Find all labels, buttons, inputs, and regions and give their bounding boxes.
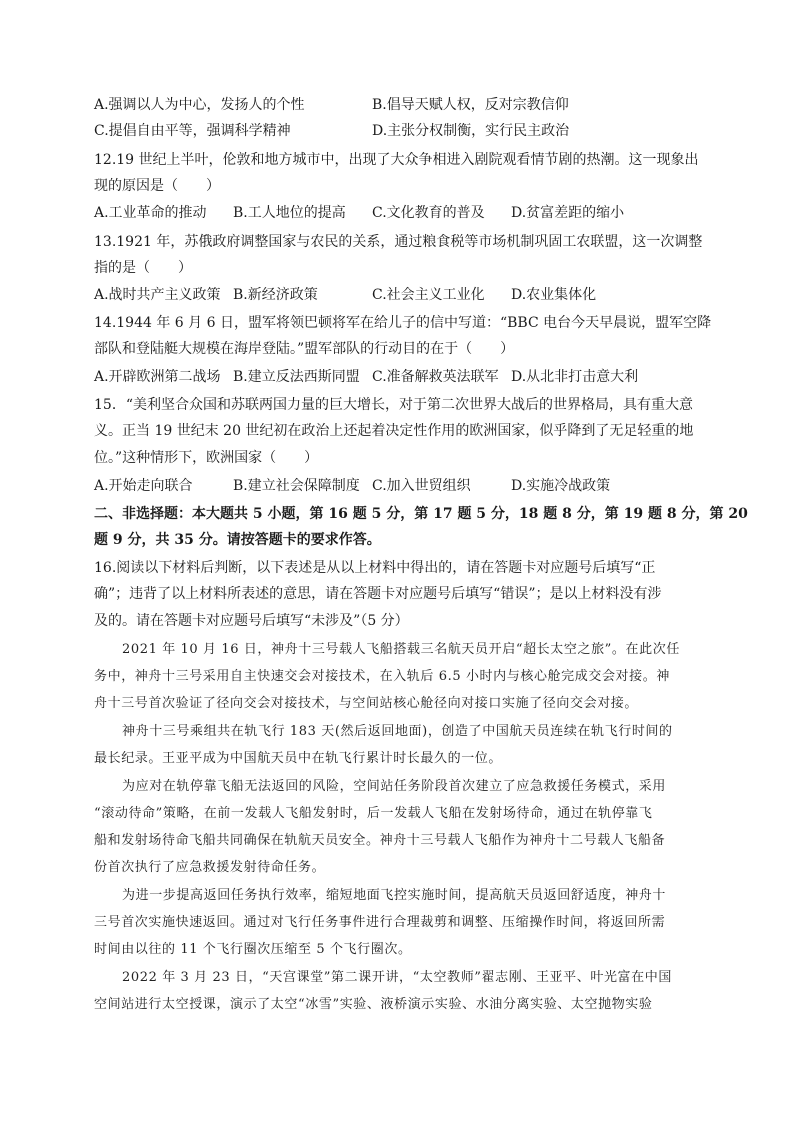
material-p5-line2: 空间站进行太空授课，演示了太空“冰雪”实验、液桥演示实验、水油分离实验、太空抛物实验 — [94, 997, 653, 1012]
q14-option-d: D.从北非打击意大利 — [511, 369, 639, 385]
q12-stem-line1: 12.19 世纪上半叶，伦敦和地方城市中，出现了大众争相进入剧院观看情节剧的热潮。这一现象出 — [94, 152, 699, 168]
q16-instruction-line3: 及的。请在答题卡对应题号后填写“未涉及”（5 分） — [94, 613, 409, 629]
q16-instruction-line2: 确”；违背了以上材料所表述的意思，请在答题卡对应题号后填写“错误”；是以上材料没有涉 — [94, 586, 662, 602]
material-p3-line4: 份首次执行了应急救援发射待命任务。 — [94, 860, 326, 875]
material-p3-line3: 船和发射场待命飞船共同确保在轨航天员安全。神舟十三号载人飞船作为神舟十二号载人飞船备 — [94, 833, 666, 848]
q13-option-b: B.新经济政策 — [233, 287, 318, 303]
material-p5-line1: 2022 年 3 月 23 日，“天宫课堂”第二课开讲，“太空教师”翟志刚、王亚平、叶光富在中国 — [122, 970, 672, 985]
q11-option-d: D.主张分权制衡，实行民主政治 — [372, 123, 570, 139]
q11-option-a: A.强调以人为中心，发扬人的个性 — [94, 97, 305, 113]
material-p2-line1: 神舟十三号乘组共在轨飞行 183 天(然后返回地面)，创造了中国航天员连续在轨飞行时间的 — [122, 724, 673, 739]
q16-instruction-line1: 16.阅读以下材料后判断，以下表述是从以上材料中得出的，请在答题卡对应题号后填写“正 — [94, 560, 656, 576]
q13-option-c: C.社会主义工业化 — [372, 287, 485, 303]
q15-option-b: B.建立社会保障制度 — [233, 478, 360, 494]
q15-stem-line3: 位。”这种情形下，欧洲国家（ ） — [94, 450, 319, 466]
section2-heading-line1: 二、非选择题：本大题共 5 小题，第 16 题 5 分，第 17 题 5 分，18 题 8 分，第 19 题 8 分，第 20 — [94, 506, 748, 522]
material-p3-line2: “滚动待命”策略，在前一发载人飞船发射时，后一发载人飞船在发射场待命，通过在轨停靠飞 — [94, 806, 653, 821]
q15-stem-line2: 义。正当 19 世纪末 20 世纪初在政治上还起着决定性作用的欧洲国家，似乎降到了无足轻重的地 — [94, 423, 694, 439]
material-p3-line1: 为应对在轨停靠飞船无法返回的风险，空间站任务阶段首次建立了应急救援任务模式，采用 — [122, 779, 667, 794]
q15-option-a: A.开始走向联合 — [94, 478, 193, 494]
q14-stem-line2: 部队和登陆艇大规模在海岸登陆。”盟军部队的行动目的在于（ ） — [94, 341, 515, 357]
q13-stem-line1: 13.1921 年，苏俄政府调整国家与农民的关系，通过粮食税等市场机制巩固工农联盟，这一次调整 — [94, 234, 703, 250]
q14-option-a: A.开辟欧洲第二战场 — [94, 369, 221, 385]
q14-option-b: B.建立反法西斯同盟 — [233, 369, 360, 385]
q15-stem-line1: 15．“美利坚合众国和苏联两国力量的巨大增长，对于第二次世界大战后的世界格局，具有重大意 — [94, 397, 693, 413]
q15-option-d: D.实施冷战政策 — [511, 478, 611, 494]
q11-option-c: C.提倡自由平等，强调科学精神 — [94, 123, 291, 139]
q12-option-d: D.贫富差距的缩小 — [511, 205, 625, 221]
q12-option-a: A.工业革命的推动 — [94, 205, 207, 221]
material-p4-line3: 时间由以往的 11 个飞行圈次压缩至 5 个飞行圈次。 — [94, 942, 412, 957]
q11-option-b: B.倡导天赋人权，反对宗教信仰 — [372, 97, 569, 113]
q15-option-c: C.加入世贸组织 — [372, 478, 471, 494]
q12-option-b: B.工人地位的提高 — [233, 205, 346, 221]
section2-heading-line2: 题 9 分，共 35 分。请按答题卡的要求作答。 — [94, 532, 381, 548]
material-p1-line2: 务中，神舟十三号采用自主快速交会对接技术，在入轨后 6.5 小时内与核心舱完成交会对接。神 — [94, 669, 670, 684]
q12-option-c: C.文化教育的普及 — [372, 205, 485, 221]
q13-option-a: A.战时共产主义政策 — [94, 287, 221, 303]
material-p2-line2: 最长纪录。王亚平成为中国航天员中在轨飞行累计时长最久的一位。 — [94, 751, 503, 766]
material-p4-line1: 为进一步提高返回任务执行效率，缩短地面飞控实施时间，提高航天员返回舒适度，神舟十 — [122, 888, 667, 903]
material-p1-line1: 2021 年 10 月 16 日，神舟十三号载人飞船搭载三名航天员开启“超长太空之旅”。在此次任 — [122, 642, 680, 657]
material-p4-line2: 三号首次实施快速返回。通过对飞行任务事件进行合理裁剪和调整、压缩操作时间，将返回所需 — [94, 915, 666, 930]
q13-option-d: D.农业集体化 — [511, 287, 597, 303]
q13-stem-line2: 指的是（ ） — [94, 260, 192, 276]
q14-option-c: C.准备解救英法联军 — [372, 369, 499, 385]
q12-stem-line2: 现的原因是（ ） — [94, 178, 220, 194]
q14-stem-line1: 14.1944 年 6 月 6 日，盟军将领巴顿将军在给儿子的信中写道：“BBC 电台今天早晨说，盟军空降 — [94, 315, 712, 331]
material-p1-line3: 舟十三号首次验证了径向交会对接技术，与空间站核心舱径向对接口实施了径向交会对接。 — [94, 696, 639, 711]
